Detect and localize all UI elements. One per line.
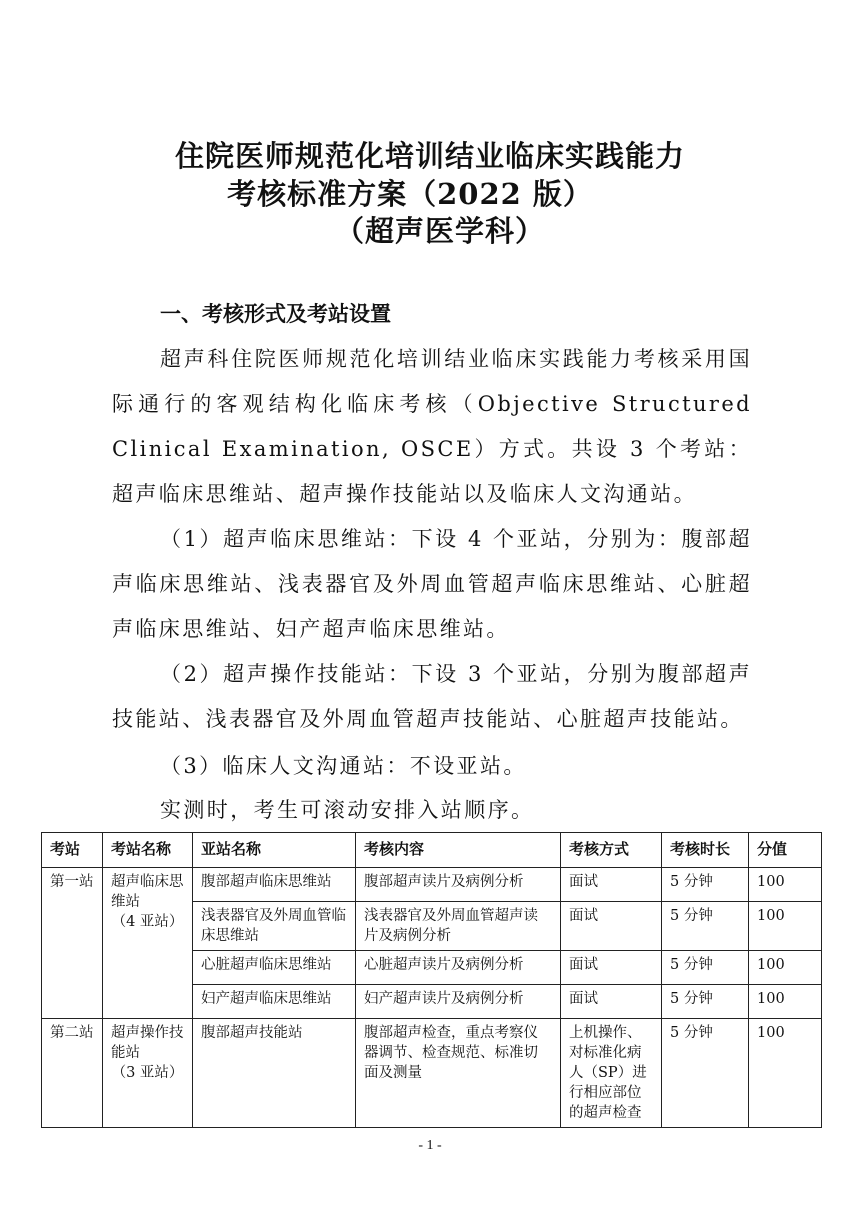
station-number: 第一站 xyxy=(42,868,103,1019)
paragraph-order-note: 实测时，考生可滚动安排入站顺序。 xyxy=(160,798,535,822)
exam-duration: 5 分钟 xyxy=(662,985,749,1019)
exam-method: 面试 xyxy=(561,868,662,902)
header-substation-name: 亚站名称 xyxy=(193,833,356,868)
document-title-line3: （超声医学科） xyxy=(334,214,545,248)
header-station: 考站 xyxy=(42,833,103,868)
exam-score: 100 xyxy=(749,985,822,1019)
section-heading: 一、考核形式及考站设置 xyxy=(160,301,391,326)
document-title-line1: 住院医师规范化培训结业临床实践能力 xyxy=(174,139,685,173)
exam-content: 浅表器官及外周血管超声读片及病例分析 xyxy=(356,902,561,951)
table-header-row xyxy=(42,833,822,868)
station-name-text: 超声临床思维站 xyxy=(111,874,184,910)
exam-station-table xyxy=(41,832,822,1128)
paragraph-intro: 超声科住院医师规范化培训结业临床实践能力考核采用国际通行的客观结构化临床考核（Objective Structured Clinical Examination, OSCE）方式。共设 3 个考站：超声临床思维站、超声操作技能站以及临床人文沟通站。 xyxy=(112,347,752,506)
paragraph-station2: （2）超声操作技能站：下设 3 个亚站，分别为腹部超声技能站、浅表器官及外周血管超声技能站、心脏超声技能站。 xyxy=(112,662,752,731)
header-station-name: 考站名称 xyxy=(103,833,193,868)
exam-score: 100 xyxy=(749,902,822,951)
table-row xyxy=(42,868,822,902)
document-title-line2: 考核标准方案（2022 版） xyxy=(227,177,593,211)
exam-score: 100 xyxy=(749,1019,822,1128)
header-score: 分值 xyxy=(749,833,822,868)
header-method: 考核方式 xyxy=(561,833,662,868)
exam-content: 腹部超声检查，重点考察仪器调节、检查规范、标准切面及测量 xyxy=(356,1019,561,1128)
exam-content: 心脏超声读片及病例分析 xyxy=(356,951,561,985)
substation-name: 浅表器官及外周血管临床思维站 xyxy=(193,902,356,951)
exam-method: 面试 xyxy=(561,985,662,1019)
header-duration: 考核时长 xyxy=(662,833,749,868)
substation-name: 腹部超声技能站 xyxy=(193,1019,356,1128)
substation-name: 腹部超声临床思维站 xyxy=(193,868,356,902)
exam-duration: 5 分钟 xyxy=(662,868,749,902)
header-content: 考核内容 xyxy=(356,833,561,868)
substation-count: （3 亚站） xyxy=(111,1065,184,1081)
station-name xyxy=(103,868,193,1019)
station-name-text: 超声操作技能站 xyxy=(111,1025,184,1061)
paragraph-station1: （1）超声临床思维站：下设 4 个亚站，分别为：腹部超声临床思维站、浅表器官及外周血管超声临床思维站、心脏超声临床思维站、妇产超声临床思维站。 xyxy=(112,527,752,641)
exam-content: 腹部超声读片及病例分析 xyxy=(356,868,561,902)
substation-name: 心脏超声临床思维站 xyxy=(193,951,356,985)
station-name xyxy=(103,1019,193,1128)
exam-method: 面试 xyxy=(561,951,662,985)
station-number: 第二站 xyxy=(42,1019,103,1128)
exam-duration: 5 分钟 xyxy=(662,1019,749,1128)
table-row xyxy=(42,1019,822,1128)
exam-duration: 5 分钟 xyxy=(662,951,749,985)
substation-name: 妇产超声临床思维站 xyxy=(193,985,356,1019)
exam-score: 100 xyxy=(749,868,822,902)
page-number: - 1 - xyxy=(418,1138,442,1153)
paragraph-station3: （3）临床人文沟通站：不设亚站。 xyxy=(160,754,527,778)
exam-duration: 5 分钟 xyxy=(662,902,749,951)
exam-method: 上机操作、对标准化病人（SP）进行相应部位的超声检查 xyxy=(561,1019,662,1128)
substation-count: （4 亚站） xyxy=(111,914,184,930)
exam-method: 面试 xyxy=(561,902,662,951)
exam-score: 100 xyxy=(749,951,822,985)
exam-content: 妇产超声读片及病例分析 xyxy=(356,985,561,1019)
